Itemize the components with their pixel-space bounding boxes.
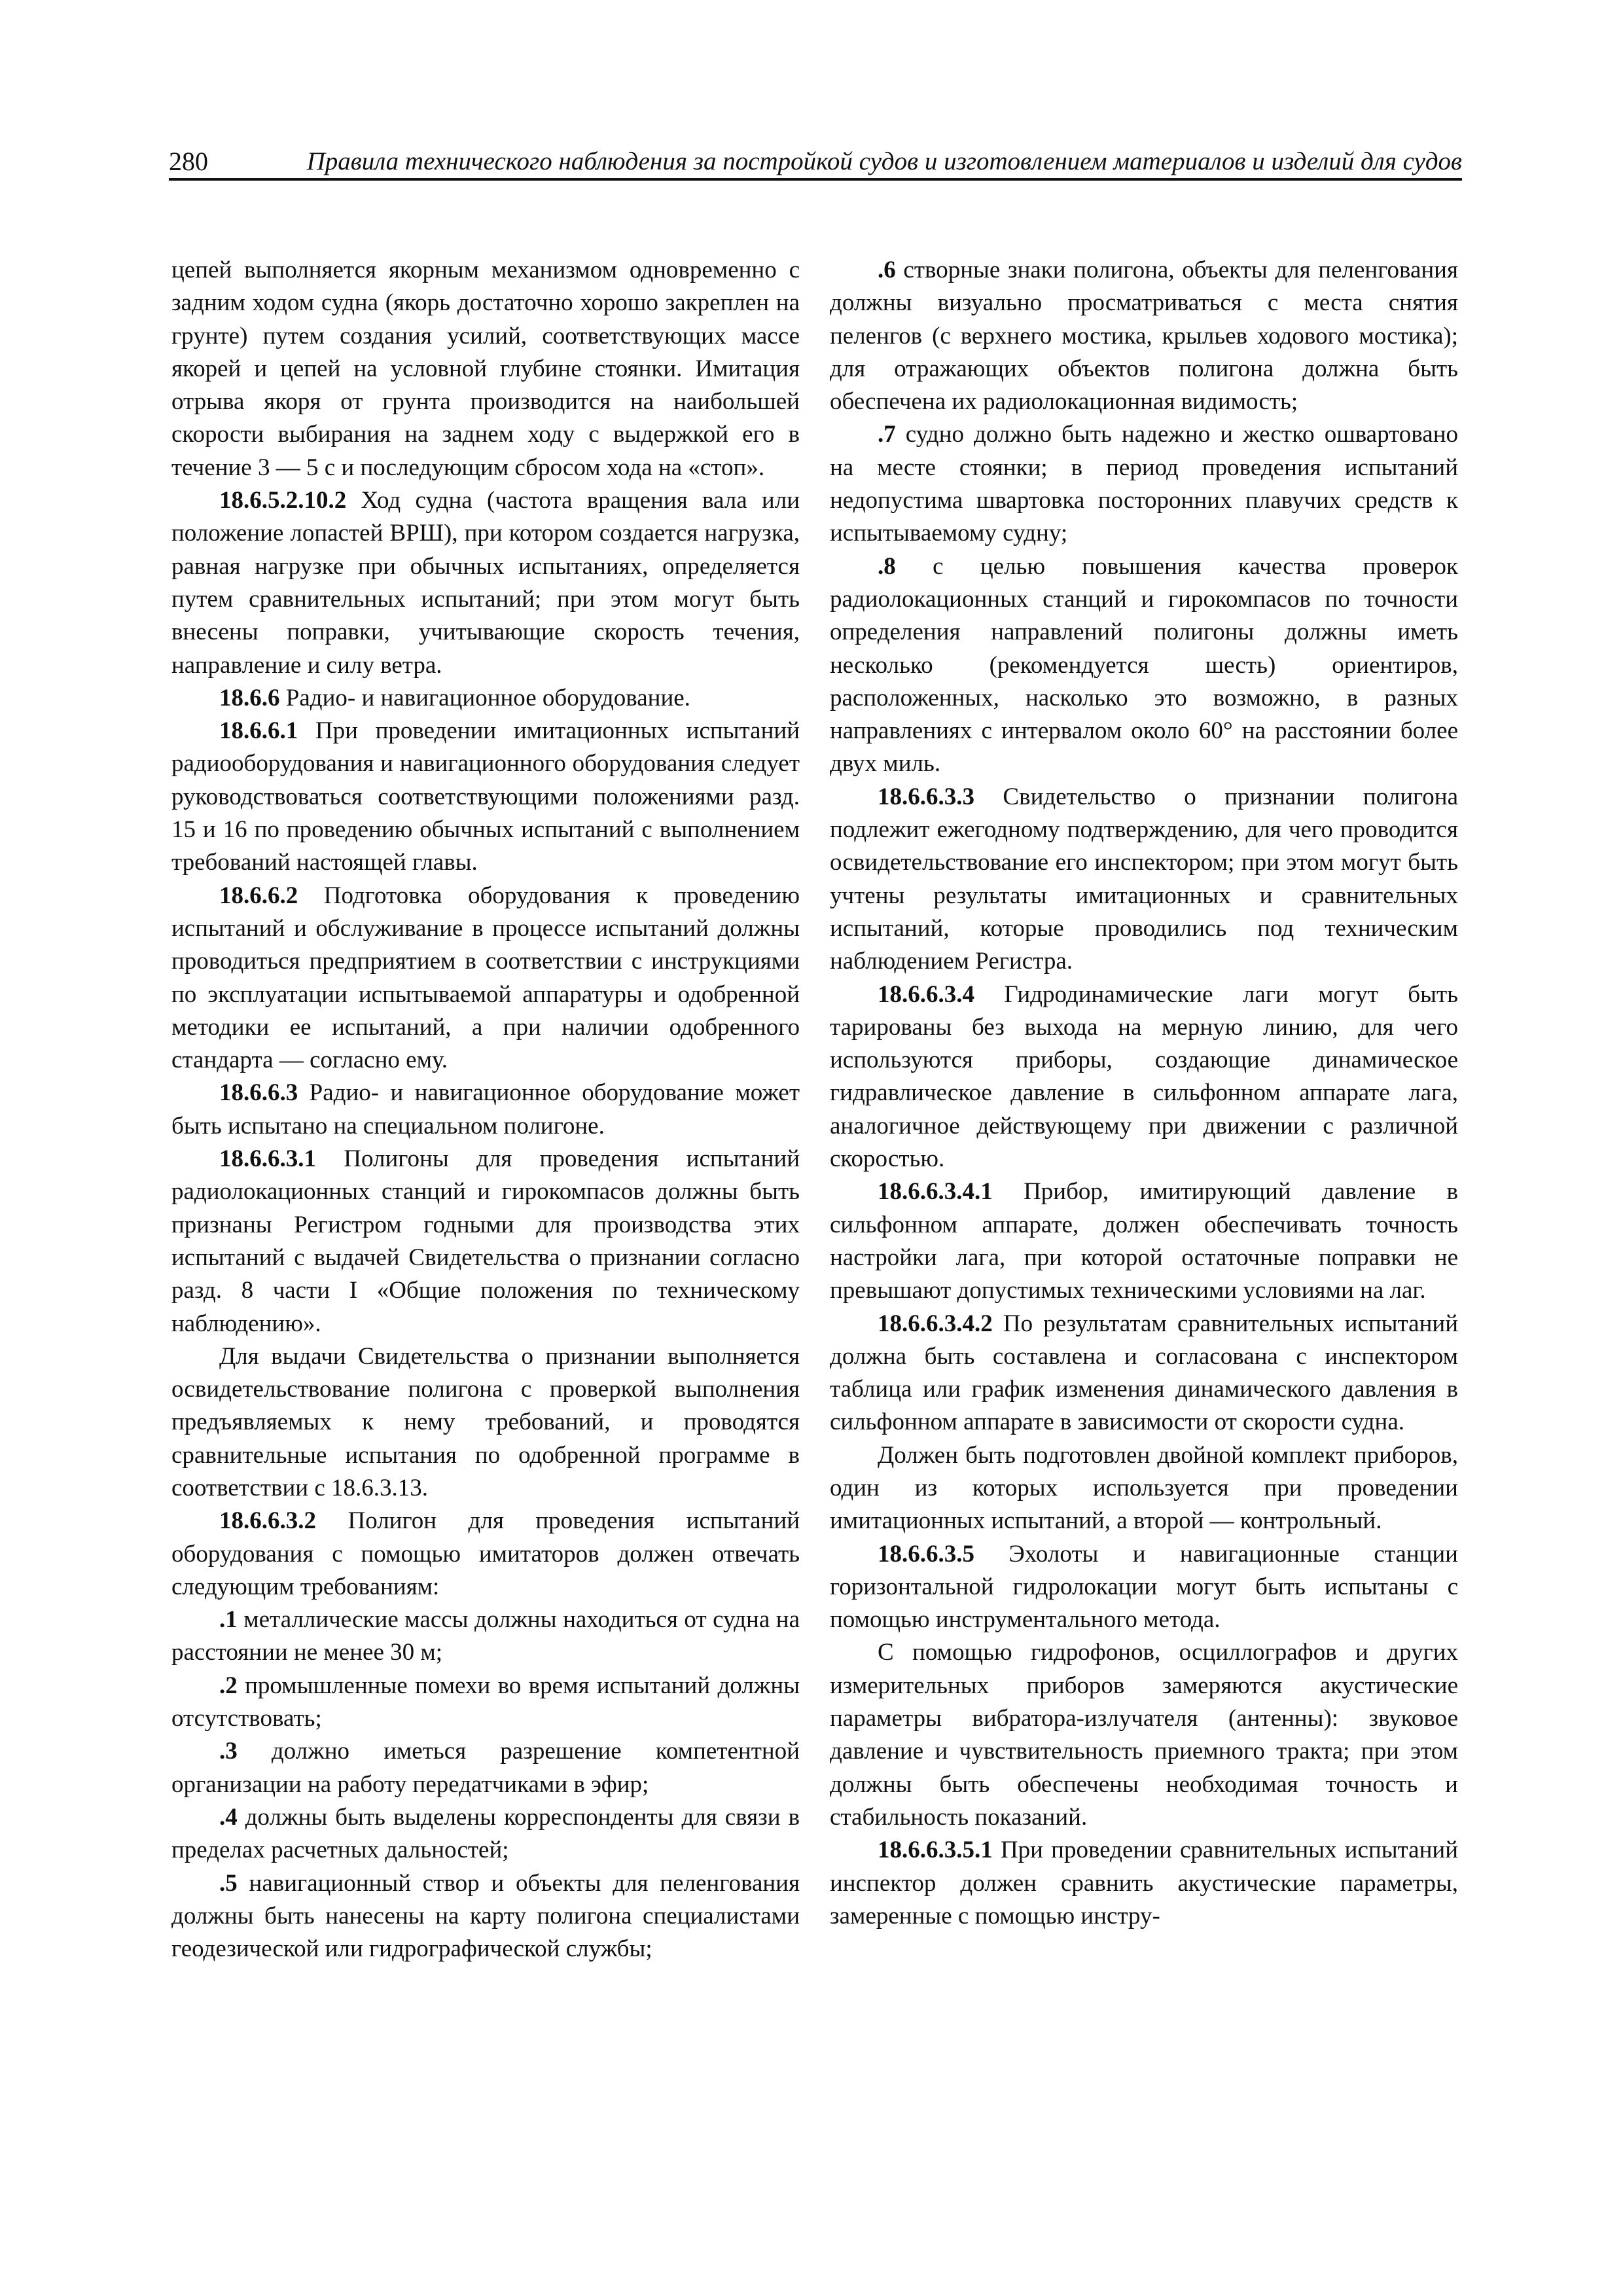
paragraph-text: Для выдачи Свидетельства о признании выполняется освидетельствование полигона с проверкой выполнения предъявляемых к нему требований, и проводятся сравнительные испытания по одобренной программе в соответствии с 18.6.3.13. (171, 1342, 800, 1501)
page-number: 280 (169, 147, 208, 176)
section-number: 18.6.6.1 (219, 717, 298, 745)
right-column (830, 254, 1458, 1933)
left-column (171, 254, 800, 1965)
paragraph (830, 1538, 1458, 1637)
paragraph-text: створные знаки полигона, объекты для пеленгования должны визуально просматриваться с места снятия пеленгов (с верхнего мостика, крыльев ходового мостика); для отражающих объектов полигона должна быть обеспечена их радиолокационная видимость; (830, 257, 1458, 416)
section-number: .1 (219, 1606, 238, 1634)
paragraph-text: Радио- и навигационное оборудование. (279, 684, 690, 711)
paragraph (830, 418, 1458, 550)
paragraph (171, 1077, 800, 1143)
paragraph-text: должно иметься разрешение компетентной организации на работу передатчиками в эфир; (171, 1738, 800, 1798)
paragraph (830, 254, 1458, 418)
paragraph-text: Свидетельство о признании полигона подлежит ежегодному подтверждению, для чего проводится освидетельствование его инспектором; при этом могут быть учтены результаты имитационных и сравнительных испытаний, которые проводились под техническим наблюдением Регистра. (830, 783, 1458, 975)
paragraph-text: Ход судна (частота вращения вала или положение лопастей ВРШ), при котором создается нагрузка, равная нагрузке при обычных испытаниях, определяется путем сравнительных испытаний; при этом могут быть внесены поправки, учитывающие скорость течения, направление и силу ветра. (171, 487, 800, 679)
section-number: 18.6.6.3.5.1 (878, 1837, 993, 1864)
paragraph-text: При проведении имитационных испытаний радиооборудования и навигационного оборудования следует руководствоваться соответствующими положениями разд. 15 и 16 по проведению обычных испытаний с выполнением требований настоящей главы. (171, 717, 800, 876)
paragraph-text: судно должно быть надежно и жестко ошвартовано на месте стоянки; в период проведения испытаний недопустима швартовка посторонних плавучих средств к испытываемому судну; (830, 421, 1458, 547)
paragraph (171, 682, 800, 715)
paragraph-text: Эхолоты и навигационные станции горизонтальной гидролокации могут быть испытаны с помощью инструментального метода. (830, 1540, 1458, 1634)
section-number: .3 (219, 1738, 238, 1765)
page-header (169, 145, 1462, 181)
section-number: 18.6.6 (219, 684, 280, 711)
paragraph (171, 1604, 800, 1670)
section-number: .2 (219, 1672, 238, 1699)
paragraph (171, 484, 800, 682)
section-number: .8 (878, 552, 896, 580)
paragraph (171, 1867, 800, 1966)
paragraph-text: Подготовка оборудования к проведению испытаний и обслуживание в процессе испытаний должны проводиться предприятием в соответствии с инструкциями по эксплуатации испытываемой аппаратуры и одобренной методики ее испытаний, а при наличии одобренного стандарта — согласно ему. (171, 882, 800, 1074)
section-number: .4 (219, 1803, 238, 1831)
section-number: 18.6.6.3.4.1 (878, 1178, 993, 1206)
paragraph-text: С помощью гидрофонов, осциллографов и других измерительных приборов замеряются акустические параметры вибратора-излучателя (антенны): звуковое давление и чувствительность приемного тракта; при этом должны быть обеспечены необходимая точность и стабильность показаний. (830, 1639, 1458, 1831)
paragraph (171, 1670, 800, 1736)
paragraph-text: Прибор, имитирующий давление в сильфонном аппарате, должен обеспечивать точность настройки лага, при которой остаточные поправки не превышают допустимых техническими условиями на лаг. (830, 1178, 1458, 1304)
paragraph (830, 781, 1458, 978)
section-number: 18.6.6.3.1 (219, 1145, 316, 1173)
paragraph-text: цепей выполняется якорным механизмом одновременно с задним ходом судна (якорь достаточно хорошо закреплен на грунте) путем создания усилий, соответствующих массе якорей и цепей на условной глубине стоянки. Имитация отрыва якоря от грунта производится на наибольшей скорости выбирания на заднем ходу с выдержкой его в течение 3 — 5 с и последующим сбросом хода на «стоп». (171, 257, 800, 481)
section-number: .6 (878, 257, 896, 283)
running-title: Правила технического наблюдения за постройкой судов и изготовлением материалов и изделий для судов (306, 147, 1462, 175)
paragraph-text: Должен быть подготовлен двойной комплект приборов, один из которых используется при проведении имитационных испытаний, а второй — контрольный. (830, 1441, 1458, 1535)
paragraph (830, 1439, 1458, 1538)
section-number: 18.6.6.2 (219, 882, 298, 909)
paragraph (171, 1505, 800, 1604)
paragraph-text: При проведении сравнительных испытаний инспектор должен сравнить акустические параметры, замеренные с помощью инстру- (830, 1837, 1458, 1929)
paragraph-text: Полигон для проведения испытаний оборудования с помощью имитаторов должен отвечать следующим требованиям: (171, 1507, 800, 1600)
paragraph (830, 1175, 1458, 1307)
paragraph-text: Полигоны для проведения испытаний радиолокационных станций и гирокомпасов должны быть признаны Регистром годными для производства этих испытаний с выдачей Свидетельства о признании согласно разд. 8 части I «Общие положения по техническому наблюдению». (171, 1145, 800, 1337)
paragraph (171, 880, 800, 1077)
section-number: .7 (878, 421, 896, 448)
paragraph-text: должны быть выделены корреспонденты для связи в пределах расчетных дальностей; (171, 1803, 800, 1864)
section-number: 18.6.6.3 (219, 1079, 298, 1107)
section-number: 18.6.6.3.4.2 (878, 1310, 993, 1337)
paragraph (171, 1801, 800, 1867)
section-number: .5 (219, 1869, 238, 1897)
paragraph-text: По результатам сравнительных испытаний должна быть составлена и согласована с инспектором таблица или график изменения динамического давления в сильфонном аппарате в зависимости от скорости судна. (830, 1310, 1458, 1436)
section-number: 18.6.6.3.5 (878, 1540, 974, 1568)
paragraph (830, 550, 1458, 781)
paragraph (830, 978, 1458, 1176)
paragraph (171, 254, 800, 484)
paragraph-text: с целью повышения качества проверок радиолокационных станций и гирокомпасов по точности определения направлений полигоны должны иметь несколько (рекомендуется шесть) ориентиров, расположенных, насколько это возможно, в разных направлениях с интервалом около 60° на расстоянии более двух миль. (830, 552, 1458, 778)
paragraph-text: Гидродинамические лаги могут быть тарированы без выхода на мерную линию, для чего используются приборы, создающие динамическое гидравлическое давление в сильфонном аппарате лага, аналогичное действующему при движении с различной скоростью. (830, 980, 1458, 1173)
paragraph (171, 1735, 800, 1801)
paragraph (830, 1308, 1458, 1439)
paragraph (171, 1143, 800, 1340)
paragraph-text: металлические массы должны находиться от судна на расстоянии не менее 30 м; (171, 1606, 800, 1666)
section-number: 18.6.5.2.10.2 (219, 487, 347, 514)
paragraph (171, 715, 800, 879)
paragraph (830, 1834, 1458, 1933)
paragraph-text: Радио- и навигационное оборудование может быть испытано на специальном полигоне. (171, 1079, 800, 1139)
paragraph (171, 1340, 800, 1505)
paragraph-text: навигационный створ и объекты для пеленгования должны быть нанесены на карту полигона специалистами геодезической или гидрографической службы; (171, 1869, 800, 1963)
paragraph-text: промышленные помехи во время испытаний должны отсутствовать; (171, 1672, 800, 1732)
section-number: 18.6.6.3.2 (219, 1507, 316, 1535)
paragraph (830, 1636, 1458, 1834)
section-number: 18.6.6.3.3 (878, 783, 974, 810)
section-number: 18.6.6.3.4 (878, 980, 974, 1008)
